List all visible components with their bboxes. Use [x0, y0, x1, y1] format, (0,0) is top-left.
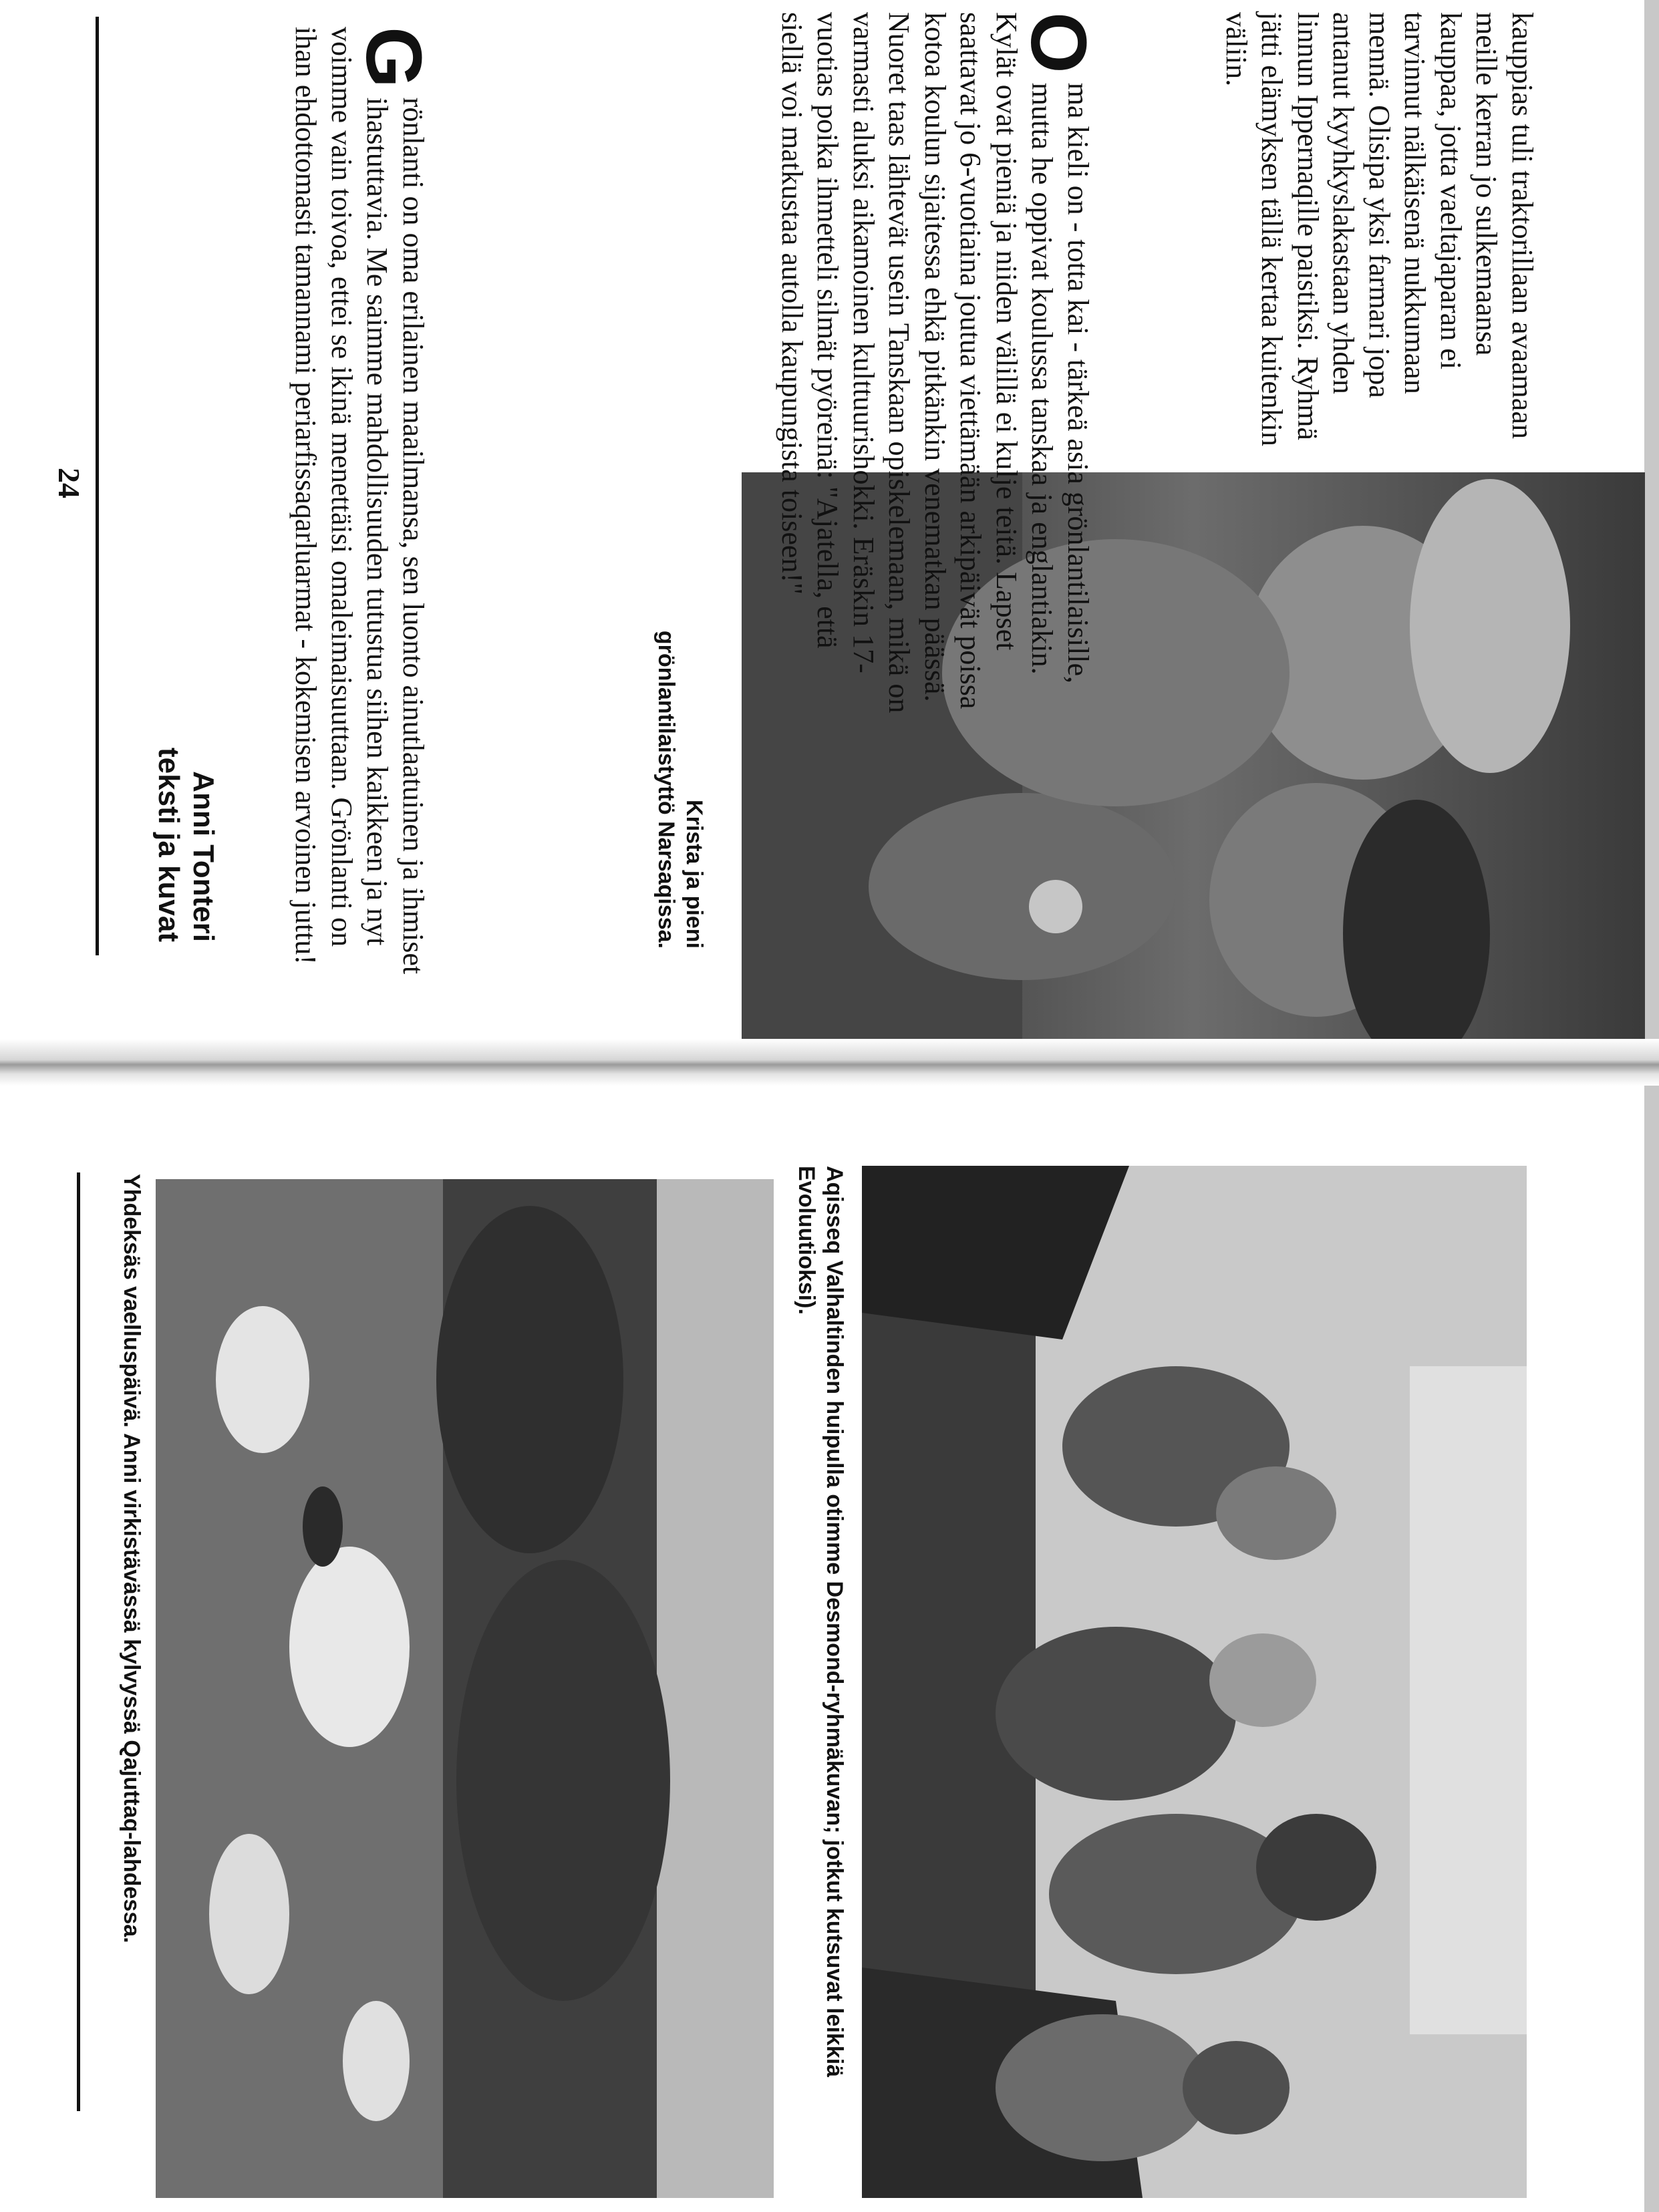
page-number-24-text: 24: [52, 468, 86, 498]
page24-byline: [140, 701, 220, 942]
page24-greenland-paragraph: [288, 27, 438, 975]
dropcap-g: G: [349, 27, 438, 88]
byline-name: Anni Tonteri: [187, 771, 220, 942]
scan-edge-shadow: [1644, 0, 1659, 2212]
page-number-24: [47, 468, 87, 521]
page-gutter: [0, 1039, 1659, 1086]
page24-caption-text: Krista ja pieni grönlantilaistyttö Narsaqissa.: [653, 630, 707, 949]
page25-bottom-caption: [106, 1174, 146, 2176]
page25-top-caption-text: Aqisseq Valhaltinden huipulla otimme Desmond-ryhmäkuvan; jotkut kutsuvat leikkiä Evoluutioksi).: [794, 1166, 847, 2078]
page24-column-paragraph: kauppias tuli traktorillaan avaamaan meille kerran jo sulkemaansa kauppaa, jotta vaeltajaparan ei tarvinnut nälkäisenä nukkumaan mennä. Olisipa yksi farmari jopa antanut kyyhkyslakastaan yhden linnun Ippernaqille paistiksi. Ryhmä jätti elämyksen tällä kertaa kuitenkin väliin.: [1220, 12, 1539, 446]
page25-bottom-rule: [77, 1172, 80, 2111]
page24-language-paragraph: [774, 12, 1102, 714]
page24-photo-caption: [641, 615, 708, 949]
page25-bottom-caption-text: Yhdeksäs vaelluspäivä. Anni virkistävässä kylvyssä Qajuttaq-lahdessa.: [119, 1174, 144, 1943]
page24-greenland-section: [231, 27, 438, 975]
page24-bottom-rule: [96, 17, 99, 955]
page24-language-section: [668, 12, 1102, 714]
page25-top-photo: [862, 1166, 1527, 2198]
byline-role: teksti ja kuvat: [152, 747, 185, 942]
page25-top-caption: [788, 1166, 849, 2101]
dropcap-o: O: [1014, 12, 1102, 73]
page24-language-text: ma kieli on - totta kai - tärkeä asia grönlantilaisille, mutta he oppivat koulussa tanskaa ja englantiakin. Kylät ovat pieniä ja niiden välillä ei kulje teitä. Lapset saattavat jo 6-vuotiaina joutua viettämään arkipäivät poissa kotoa koulun sijaitessa ehkä pitkänkin venematkan päässä. Nuoret taas lähtevät usein Tanskaan opiskelemaan, mikä on varmasti aluksi aikamoinen kulttuurishokki. Eräskin 17-vuotias poika ihmetteli silmät pyöreinä: "Ajatella, että siellä voi matkustaa autolla kaupungista toiseen!": [776, 12, 1094, 714]
page24-column-text: [1079, 12, 1540, 466]
page24-greenland-text: rönlanti on oma erilainen maailmansa, sen luonto ainutlaatuinen ja ihmiset ihastuttavia. Me saimme mahdollisuuden tutustua siihen kaikkeen ja nyt voimme vain toivoa, ettei se ikinä menettäisi omaleimaisuuttaan. Grönlanti on ihan ehdottomasti tamannami periarfissaqarluarmat - kokemisen arvoinen juttu!: [289, 27, 430, 975]
page25-bottom-photo: [156, 1179, 774, 2198]
